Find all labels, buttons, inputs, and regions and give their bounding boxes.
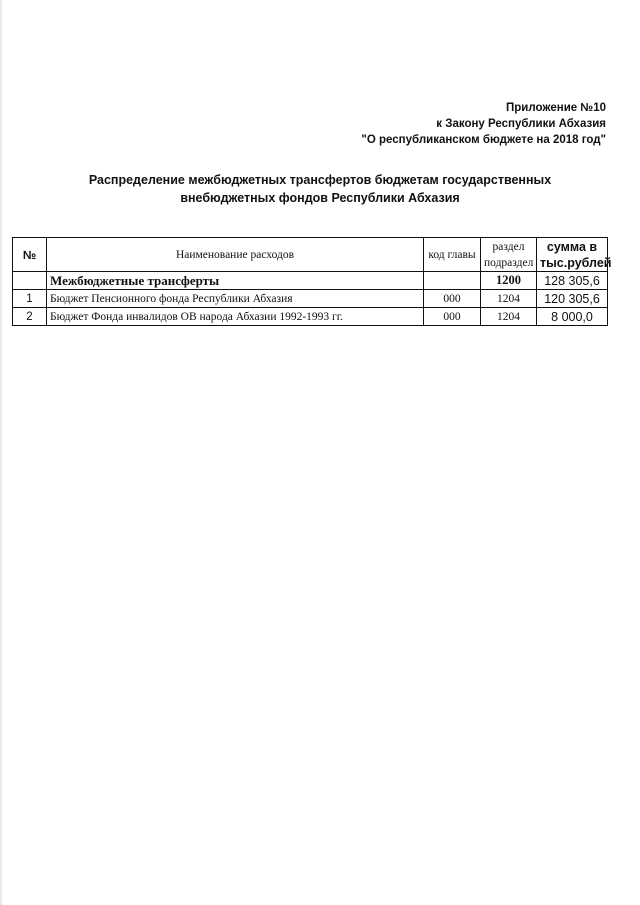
row-sum: 8 000,0	[537, 308, 608, 326]
budget-table	[12, 237, 612, 326]
header-section-line-1: раздел	[492, 240, 525, 253]
row-section: 1204	[481, 308, 537, 326]
group-number	[13, 272, 47, 290]
group-name: Межбюджетные трансферты	[47, 272, 424, 290]
header-sum-line-1: сумма в	[546, 239, 598, 254]
header-sum	[537, 238, 612, 272]
row-code: 000	[424, 290, 481, 308]
appendix-header	[361, 100, 606, 148]
scan-edge	[0, 0, 2, 905]
header-section-line-2: подраздел	[484, 256, 534, 269]
title-line-2: внебюджетных фондов Республики Абхазия	[180, 191, 460, 205]
table-row	[13, 308, 608, 326]
row-number: 1	[13, 290, 47, 308]
table-group-row	[13, 272, 608, 290]
row-section: 1204	[481, 290, 537, 308]
group-code	[424, 272, 481, 290]
row-sum: 120 305,6	[537, 290, 608, 308]
header-sum-line-2: тыс.рублей	[540, 255, 612, 270]
header-number: №	[13, 238, 47, 272]
row-name: Бюджет Фонда инвалидов ОВ народа Абхазии 1992-1993 гг.	[47, 308, 424, 326]
header-section	[481, 238, 537, 272]
group-sum: 128 305,6	[537, 272, 608, 290]
group-section: 1200	[481, 272, 537, 290]
table-row	[13, 290, 608, 308]
appendix-law-title: "О республиканском бюджете на 2018 год"	[361, 134, 606, 146]
title-line-1: Распределение межбюджетных трансфертов бюджетам государственных	[88, 173, 552, 187]
row-name: Бюджет Пенсионного фонда Республики Абхазия	[47, 290, 424, 308]
table-header-row	[13, 238, 608, 272]
document-title	[60, 171, 580, 207]
row-code: 000	[424, 308, 481, 326]
appendix-number: Приложение №10	[505, 102, 606, 114]
header-name: Наименование расходов	[47, 238, 424, 272]
row-number: 2	[13, 308, 47, 326]
appendix-law-ref: к Закону Республики Абхазия	[436, 118, 606, 130]
header-code: код главы	[424, 238, 481, 272]
